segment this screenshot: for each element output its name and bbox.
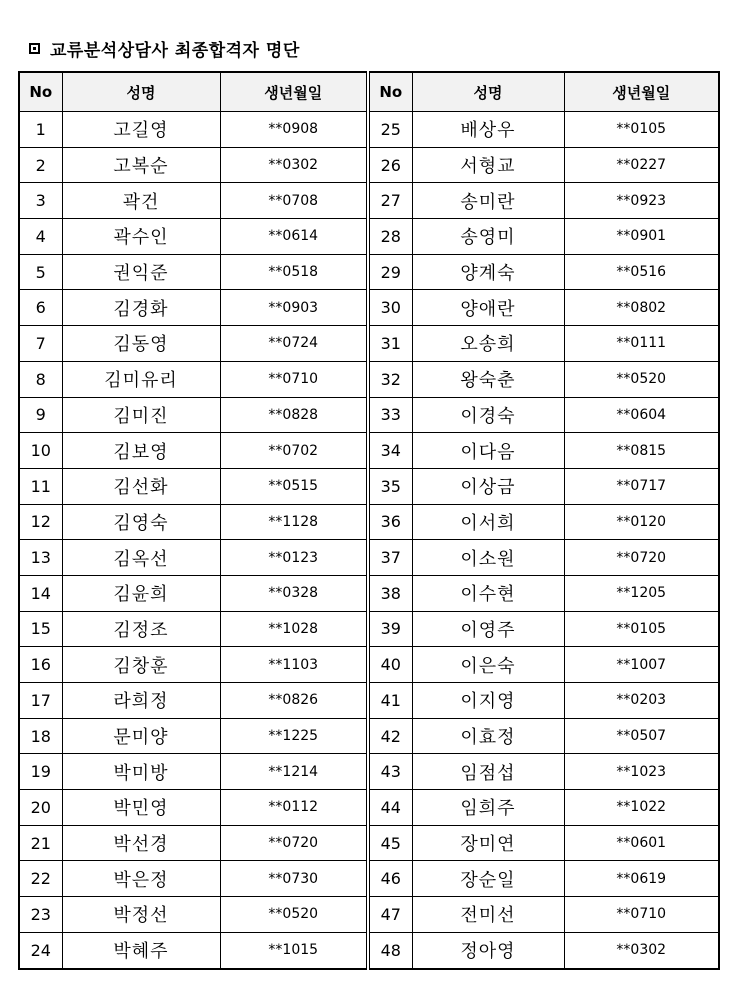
cell-name: 김동영 [62, 326, 220, 362]
cell-no: 4 [19, 219, 62, 255]
table-row [19, 504, 719, 540]
square-bullet-icon [29, 43, 40, 54]
cell-no: 48 [368, 932, 412, 968]
table-row [19, 754, 719, 790]
cell-birth: **0111 [564, 326, 719, 362]
cell-name: 이상금 [412, 468, 564, 504]
cell-name: 이은숙 [412, 647, 564, 683]
cell-name: 박정선 [62, 897, 220, 933]
cell-no: 29 [368, 254, 412, 290]
table-row [19, 932, 719, 968]
cell-no: 7 [19, 326, 62, 362]
cell-birth: **0507 [564, 718, 719, 754]
cell-birth: **0123 [220, 540, 368, 576]
cell-name: 양애란 [412, 290, 564, 326]
cell-name: 김보영 [62, 433, 220, 469]
cell-no: 15 [19, 611, 62, 647]
cell-birth: **0903 [220, 290, 368, 326]
cell-no: 42 [368, 718, 412, 754]
cell-no: 31 [368, 326, 412, 362]
title-text: 교류분석상담사 최종합격자 명단 [50, 40, 300, 61]
cell-birth: **1103 [220, 647, 368, 683]
cell-birth: **0720 [564, 540, 719, 576]
cell-no: 30 [368, 290, 412, 326]
cell-name: 박선경 [62, 825, 220, 861]
cell-birth: **0730 [220, 861, 368, 897]
table-row [19, 361, 719, 397]
cell-name: 김경화 [62, 290, 220, 326]
cell-birth: **0702 [220, 433, 368, 469]
cell-no: 37 [368, 540, 412, 576]
roster-table [18, 71, 720, 970]
cell-name: 이서희 [412, 504, 564, 540]
cell-birth: **0619 [564, 861, 719, 897]
cell-no: 45 [368, 825, 412, 861]
cell-name: 곽수인 [62, 219, 220, 255]
cell-birth: **0604 [564, 397, 719, 433]
cell-no: 24 [19, 932, 62, 968]
cell-no: 6 [19, 290, 62, 326]
cell-no: 5 [19, 254, 62, 290]
table-row [19, 254, 719, 290]
cell-name: 서형교 [412, 147, 564, 183]
table-row [19, 433, 719, 469]
cell-name: 임점섭 [412, 754, 564, 790]
cell-no: 13 [19, 540, 62, 576]
table-row [19, 790, 719, 826]
table-row [19, 718, 719, 754]
cell-no: 41 [368, 683, 412, 719]
table-row [19, 825, 719, 861]
header-row [19, 72, 719, 112]
cell-name: 이다음 [412, 433, 564, 469]
cell-no: 19 [19, 754, 62, 790]
cell-no: 12 [19, 504, 62, 540]
cell-no: 25 [368, 112, 412, 148]
cell-no: 38 [368, 575, 412, 611]
cell-birth: **0120 [564, 504, 719, 540]
table-row [19, 326, 719, 362]
table-row [19, 219, 719, 255]
cell-no: 17 [19, 683, 62, 719]
cell-name: 송미란 [412, 183, 564, 219]
cell-no: 11 [19, 468, 62, 504]
cell-name: 이영주 [412, 611, 564, 647]
cell-name: 고복순 [62, 147, 220, 183]
cell-birth: **0614 [220, 219, 368, 255]
cell-birth: **1007 [564, 647, 719, 683]
cell-name: 이지영 [412, 683, 564, 719]
cell-birth: **0112 [220, 790, 368, 826]
cell-birth: **0802 [564, 290, 719, 326]
cell-name: 김옥선 [62, 540, 220, 576]
cell-no: 18 [19, 718, 62, 754]
cell-no: 21 [19, 825, 62, 861]
cell-birth: **0720 [220, 825, 368, 861]
cell-birth: **1214 [220, 754, 368, 790]
cell-birth: **0518 [220, 254, 368, 290]
cell-birth: **0601 [564, 825, 719, 861]
cell-no: 27 [368, 183, 412, 219]
cell-birth: **0815 [564, 433, 719, 469]
cell-name: 박혜주 [62, 932, 220, 968]
table-row [19, 397, 719, 433]
cell-birth: **0826 [220, 683, 368, 719]
header-no: No [368, 72, 412, 112]
cell-no: 14 [19, 575, 62, 611]
cell-name: 장순일 [412, 861, 564, 897]
cell-birth: **0923 [564, 183, 719, 219]
cell-name: 송영미 [412, 219, 564, 255]
cell-name: 이소원 [412, 540, 564, 576]
header-name: 성명 [62, 72, 220, 112]
cell-no: 20 [19, 790, 62, 826]
cell-birth: **0302 [564, 932, 719, 968]
cell-no: 35 [368, 468, 412, 504]
cell-birth: **0717 [564, 468, 719, 504]
cell-no: 34 [368, 433, 412, 469]
cell-name: 권익준 [62, 254, 220, 290]
cell-no: 33 [368, 397, 412, 433]
cell-birth: **0227 [564, 147, 719, 183]
cell-name: 곽건 [62, 183, 220, 219]
header-no: No [19, 72, 62, 112]
cell-birth: **0516 [564, 254, 719, 290]
table-row [19, 647, 719, 683]
table-row [19, 575, 719, 611]
cell-birth: **1128 [220, 504, 368, 540]
cell-name: 김선화 [62, 468, 220, 504]
cell-birth: **0520 [564, 361, 719, 397]
table-row [19, 861, 719, 897]
cell-name: 김영숙 [62, 504, 220, 540]
cell-no: 47 [368, 897, 412, 933]
cell-no: 40 [368, 647, 412, 683]
cell-birth: **1022 [564, 790, 719, 826]
cell-birth: **0515 [220, 468, 368, 504]
cell-name: 임희주 [412, 790, 564, 826]
cell-no: 3 [19, 183, 62, 219]
cell-no: 1 [19, 112, 62, 148]
cell-birth: **0328 [220, 575, 368, 611]
cell-birth: **0105 [564, 611, 719, 647]
cell-name: 김창훈 [62, 647, 220, 683]
document-title [29, 36, 300, 60]
cell-name: 김미유리 [62, 361, 220, 397]
table-row [19, 290, 719, 326]
cell-birth: **1225 [220, 718, 368, 754]
cell-name: 라희정 [62, 683, 220, 719]
cell-no: 28 [368, 219, 412, 255]
cell-no: 43 [368, 754, 412, 790]
cell-no: 10 [19, 433, 62, 469]
table-row [19, 183, 719, 219]
cell-name: 이수현 [412, 575, 564, 611]
cell-no: 39 [368, 611, 412, 647]
cell-name: 왕숙춘 [412, 361, 564, 397]
cell-no: 2 [19, 147, 62, 183]
cell-name: 문미양 [62, 718, 220, 754]
cell-birth: **1015 [220, 932, 368, 968]
cell-name: 고길영 [62, 112, 220, 148]
cell-no: 16 [19, 647, 62, 683]
cell-no: 46 [368, 861, 412, 897]
cell-birth: **0901 [564, 219, 719, 255]
header-birth: 생년월일 [220, 72, 368, 112]
table-row [19, 683, 719, 719]
cell-name: 박은정 [62, 861, 220, 897]
cell-birth: **0724 [220, 326, 368, 362]
cell-name: 오송희 [412, 326, 564, 362]
cell-birth: **1023 [564, 754, 719, 790]
cell-name: 배상우 [412, 112, 564, 148]
header-name: 성명 [412, 72, 564, 112]
table-row [19, 468, 719, 504]
table-row [19, 611, 719, 647]
table-row [19, 147, 719, 183]
cell-no: 23 [19, 897, 62, 933]
cell-name: 양계숙 [412, 254, 564, 290]
cell-birth: **0203 [564, 683, 719, 719]
table-row [19, 540, 719, 576]
cell-birth: **1028 [220, 611, 368, 647]
cell-no: 32 [368, 361, 412, 397]
cell-no: 22 [19, 861, 62, 897]
cell-name: 김정조 [62, 611, 220, 647]
table-row [19, 112, 719, 148]
cell-birth: **0710 [564, 897, 719, 933]
cell-name: 박민영 [62, 790, 220, 826]
cell-name: 박미방 [62, 754, 220, 790]
cell-name: 이경숙 [412, 397, 564, 433]
cell-birth: **0520 [220, 897, 368, 933]
cell-no: 44 [368, 790, 412, 826]
cell-name: 이효정 [412, 718, 564, 754]
cell-name: 김윤희 [62, 575, 220, 611]
cell-name: 김미진 [62, 397, 220, 433]
cell-birth: **0105 [564, 112, 719, 148]
cell-no: 9 [19, 397, 62, 433]
header-birth: 생년월일 [564, 72, 719, 112]
cell-birth: **0828 [220, 397, 368, 433]
cell-name: 정아영 [412, 932, 564, 968]
cell-name: 전미선 [412, 897, 564, 933]
cell-name: 장미연 [412, 825, 564, 861]
cell-no: 26 [368, 147, 412, 183]
cell-birth: **0908 [220, 112, 368, 148]
table-row [19, 897, 719, 933]
cell-no: 36 [368, 504, 412, 540]
cell-birth: **0708 [220, 183, 368, 219]
cell-birth: **0710 [220, 361, 368, 397]
cell-birth: **0302 [220, 147, 368, 183]
cell-no: 8 [19, 361, 62, 397]
cell-birth: **1205 [564, 575, 719, 611]
